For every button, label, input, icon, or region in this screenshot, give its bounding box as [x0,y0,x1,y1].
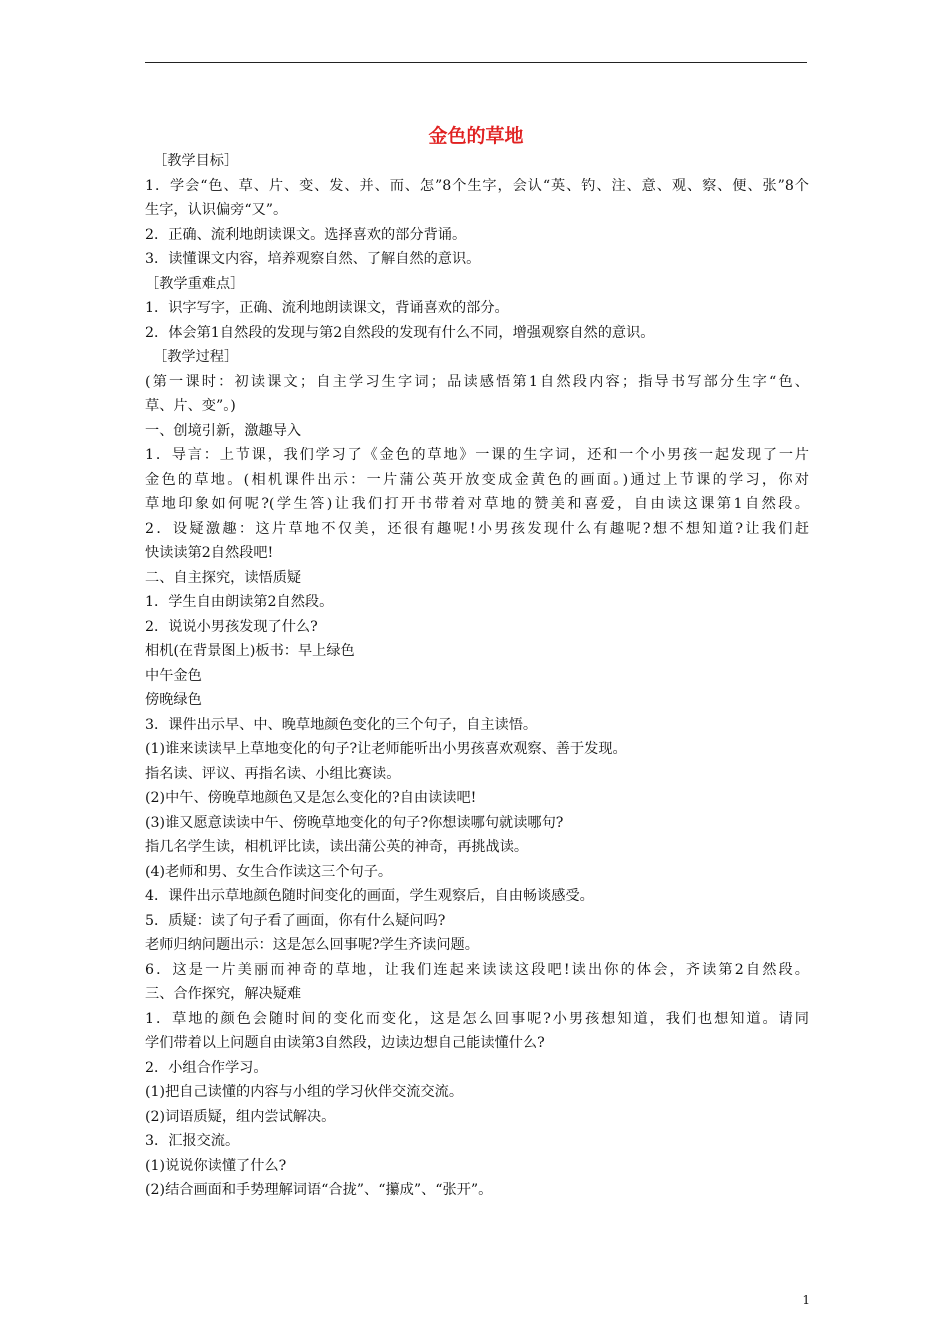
text-line: 3．课件出示早、中、晚草地颜色变化的三个句子，自主读悟。 [145,716,538,733]
text-line: (第一课时：初读课文；自主学习生字词；品读感悟第1自然段内容；指导书写部分生字“色、 [145,373,809,390]
text-line: (1)说说你读懂了什么? [145,1157,287,1174]
text-line: 2．说说小男孩发现了什么? [145,618,318,635]
text-line: 1．学生自由朗读第2自然段。 [145,594,334,610]
text-line: 1．学会“色、草、片、变、发、并、而、怎”8个生字，会认“英、钓、注、意、观、察、便、张”8个 [145,177,809,194]
text-line: 指几名学生读，相机评比读，读出蒲公英的神奇，再挑战读。 [145,839,529,855]
text-line: 3．读懂课文内容，培养观察自然、了解自然的意识。 [145,251,481,267]
text-line: 学们带着以上问题自由读第3自然段，边读边想自己能读懂什么? [145,1035,545,1051]
document-title: 金色的草地 [428,125,524,147]
text-line: 金色的草地。(相机课件出示：一片蒲公英开放变成金黄色的画面。)通过上节课的学习，你对 [145,471,809,488]
text-line: ［教学过程］ [153,349,239,365]
text-line: 1．草地的颜色会随时间的变化而变化，这是怎么回事呢?小男孩想知道，我们也想知道。请同 [145,1010,809,1027]
text-line: ［教学目标］ [153,153,239,169]
text-line: 2．设疑激趣：这片草地不仅美，还很有趣呢!小男孩发现什么有趣呢?想不想知道?让我们赶 [145,520,809,537]
header-rule [145,62,807,63]
text-line: 5．质疑：读了句子看了画面，你有什么疑问吗? [145,912,446,929]
text-line: 快读读第2自然段吧! [145,545,274,561]
text-line: (2)结合画面和手势理解词语“合拢”、“攥成”、“张开”。 [145,1182,493,1198]
text-line: ［教学重难点］ [145,275,245,292]
text-line: 相机(在背景图上)板书：早上绿色 [145,643,355,659]
text-line: 一、创境引新，激趣导入 [145,422,302,439]
text-line: 2．正确、流利地朗读课文。选择喜欢的部分背诵。 [145,226,467,243]
text-line: 指名读、评议、再指名读、小组比赛读。 [145,765,401,782]
text-line: 草地印象如何呢?(学生答)让我们打开书带着对草地的赞美和喜爱，自由读这课第1自然段。 [145,496,809,512]
text-line: 三、合作探究，解决疑难 [145,986,302,1002]
text-line: 2．小组合作学习。 [145,1059,268,1076]
text-line: 傍晚绿色 [145,692,202,708]
text-line: 1．导言：上节课，我们学习了《金色的草地》一课的生字词，还和一个小男孩一起发现了一片 [145,447,809,463]
text-line: 生字，认识偏旁“又”。 [145,202,288,218]
document-body [145,149,809,1203]
text-line: (2)词语质疑，组内尝试解决。 [145,1108,336,1125]
text-line: (1)谁来读读早上草地变化的句子?让老师能听出小男孩喜欢观察、善于发现。 [145,741,627,757]
text-line: 中午金色 [145,667,202,684]
text-line: (4)老师和男、女生合作读这三个句子。 [145,863,393,880]
text-line: 二、自主探究，读悟质疑 [145,569,302,586]
text-line: 4．课件出示草地颜色随时间变化的画面，学生观察后，自由畅谈感受。 [145,888,594,904]
page-number: 1 [802,1293,810,1307]
text-line: (3)谁又愿意读读中午、傍晚草地变化的句子?你想读哪句就读哪句? [145,814,564,831]
text-line: (2)中午、傍晚草地颜色又是怎么变化的?自由读读吧! [145,790,477,806]
text-line: 1．识字写字，正确、流利地朗读课文，背诵喜欢的部分。 [145,300,509,316]
text-line: 老师归纳问题出示：这是怎么回事呢?学生齐读问题。 [145,937,479,953]
text-line: 3．汇报交流。 [145,1133,240,1149]
text-line: (1)把自己读懂的内容与小组的学习伙伴交流交流。 [145,1084,464,1100]
text-line: 草、片、变”。) [145,398,236,414]
text-line: 6．这是一片美丽而神奇的草地，让我们连起来读读这段吧!读出你的体会，齐读第2自然段。 [145,961,809,978]
text-line: 2．体会第1自然段的发现与第2自然段的发现有什么不同，增强观察自然的意识。 [145,324,655,341]
